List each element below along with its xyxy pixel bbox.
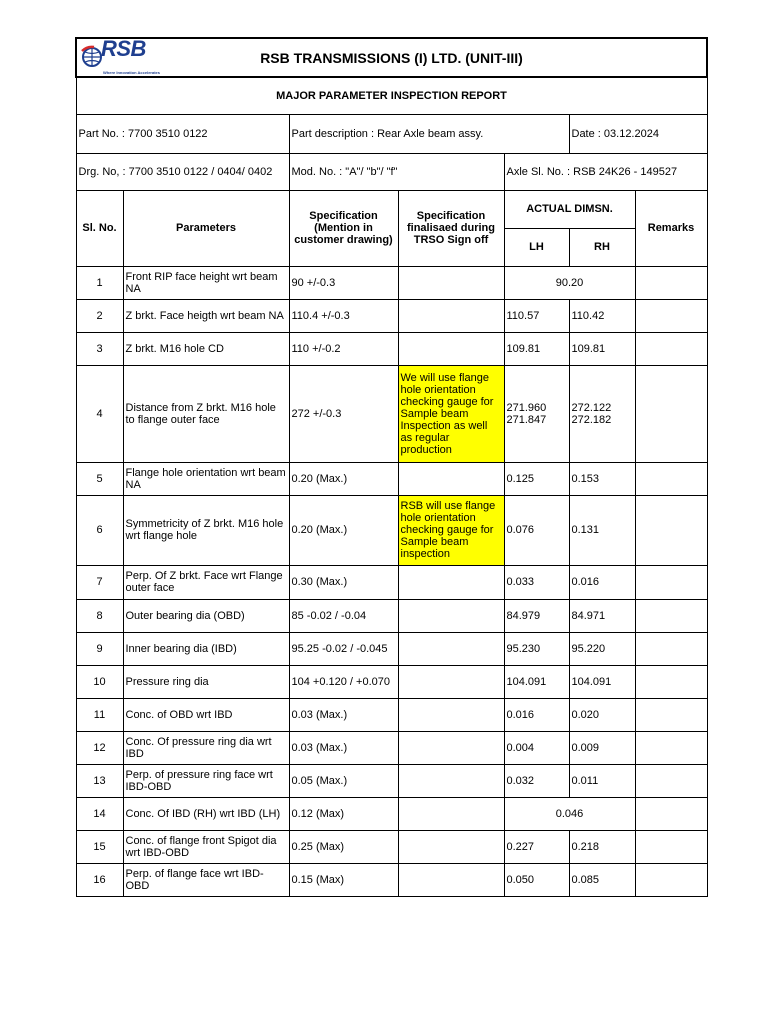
spec-cell: 110 +/-0.2 [289, 332, 398, 365]
actual-merged-cell: 0.046 [504, 797, 635, 830]
spec-trso-cell: RSB will use flange hole orientation checking gauge for Sample beam inspection [398, 495, 504, 565]
sl-no-cell: 5 [76, 462, 123, 495]
axle-serial-no: Axle Sl. No. : RSB 24K26 - 149527 [504, 153, 707, 190]
remarks-cell [635, 495, 707, 565]
sl-no-cell: 16 [76, 863, 123, 896]
spec-trso-cell [398, 462, 504, 495]
sl-no-cell: 1 [76, 266, 123, 299]
table-row [76, 632, 707, 665]
parameter-cell: Conc. Of pressure ring dia wrt IBD [123, 731, 289, 764]
sl-no-cell: 6 [76, 495, 123, 565]
spec-cell: 0.20 (Max.) [289, 495, 398, 565]
parameter-cell: Perp. Of Z brkt. Face wrt Flange outer face [123, 565, 289, 599]
table-row [76, 764, 707, 797]
spec-trso-cell [398, 665, 504, 698]
inspection-report-table [75, 37, 708, 897]
report-title: MAJOR PARAMETER INSPECTION REPORT [76, 77, 707, 114]
actual-lh-cell: 109.81 [504, 332, 569, 365]
remarks-cell [635, 632, 707, 665]
actual-lh-cell: 0.076 [504, 495, 569, 565]
spec-trso-cell [398, 565, 504, 599]
table-row [76, 731, 707, 764]
parameter-cell: Conc. of flange front Spigot dia wrt IBD-OBD [123, 830, 289, 863]
spec-trso-cell [398, 797, 504, 830]
spec-trso-cell: We will use flange hole orientation checking gauge for Sample beam Inspection as well as regular production [398, 365, 504, 462]
actual-rh-cell: 109.81 [569, 332, 635, 365]
mod-no: Mod. No. : "A"/ "b"/ "f" [289, 153, 504, 190]
parameter-cell: Inner bearing dia (IBD) [123, 632, 289, 665]
parameter-cell: Conc. Of IBD (RH) wrt IBD (LH) [123, 797, 289, 830]
spec-trso-cell [398, 599, 504, 632]
table-row [76, 797, 707, 830]
spec-cell: 272 +/-0.3 [289, 365, 398, 462]
remarks-cell [635, 797, 707, 830]
actual-rh-cell: 0.218 [569, 830, 635, 863]
globe-icon [81, 45, 103, 69]
spec-cell: 0.30 (Max.) [289, 565, 398, 599]
spec-trso-cell [398, 299, 504, 332]
actual-lh-cell: 0.016 [504, 698, 569, 731]
parameter-cell: Conc. of OBD wrt IBD [123, 698, 289, 731]
actual-rh-cell: 0.009 [569, 731, 635, 764]
table-row [76, 299, 707, 332]
logo-tagline: Where Innovation Accelerates [103, 70, 160, 75]
remarks-cell [635, 830, 707, 863]
actual-lh-cell: 110.57 [504, 299, 569, 332]
actual-rh-cell: 272.122 272.182 [569, 365, 635, 462]
spec-trso-cell [398, 632, 504, 665]
spec-trso-cell [398, 332, 504, 365]
parameter-cell: Front RIP face height wrt beam NA [123, 266, 289, 299]
actual-lh-cell: 0.004 [504, 731, 569, 764]
spec-cell: 110.4 +/-0.3 [289, 299, 398, 332]
spec-cell: 85 -0.02 / -0.04 [289, 599, 398, 632]
actual-merged-cell: 90.20 [504, 266, 635, 299]
sl-no-cell: 9 [76, 632, 123, 665]
spec-trso-cell [398, 764, 504, 797]
spec-trso-cell [398, 731, 504, 764]
spec-cell: 0.20 (Max.) [289, 462, 398, 495]
actual-rh-cell: 0.011 [569, 764, 635, 797]
remarks-cell [635, 698, 707, 731]
col-header-lh: LH [504, 228, 569, 266]
table-row [76, 863, 707, 896]
sl-no-cell: 13 [76, 764, 123, 797]
spec-cell: 104 +0.120 / +0.070 [289, 665, 398, 698]
table-row [76, 599, 707, 632]
actual-lh-cell: 84.979 [504, 599, 569, 632]
spec-cell: 0.12 (Max) [289, 797, 398, 830]
table-row [76, 565, 707, 599]
spec-cell: 0.03 (Max.) [289, 731, 398, 764]
part-no: Part No. : 7700 3510 0122 [76, 114, 289, 153]
sl-no-cell: 2 [76, 299, 123, 332]
actual-rh-cell: 0.131 [569, 495, 635, 565]
parameter-cell: Distance from Z brkt. M16 hole to flange outer face [123, 365, 289, 462]
spec-cell: 0.05 (Max.) [289, 764, 398, 797]
actual-rh-cell: 95.220 [569, 632, 635, 665]
spec-cell: 0.25 (Max) [289, 830, 398, 863]
remarks-cell [635, 332, 707, 365]
col-header-rh: RH [569, 228, 635, 266]
parameter-cell: Flange hole orientation wrt beam NA [123, 462, 289, 495]
report-date: Date : 03.12.2024 [569, 114, 707, 153]
company-name: RSB TRANSMISSIONS (I) LTD. (UNIT-III) [260, 49, 523, 66]
table-row [76, 266, 707, 299]
table-row [76, 830, 707, 863]
actual-lh-cell: 0.227 [504, 830, 569, 863]
drawing-no: Drg. No, : 7700 3510 0122 / 0404/ 0402 [76, 153, 289, 190]
actual-lh-cell: 0.033 [504, 565, 569, 599]
sl-no-cell: 4 [76, 365, 123, 462]
parameter-cell: Symmetricity of Z brkt. M16 hole wrt flange hole [123, 495, 289, 565]
sl-no-cell: 14 [76, 797, 123, 830]
remarks-cell [635, 266, 707, 299]
remarks-cell [635, 764, 707, 797]
actual-lh-cell: 0.032 [504, 764, 569, 797]
spec-trso-cell [398, 266, 504, 299]
spec-cell: 95.25 -0.02 / -0.045 [289, 632, 398, 665]
actual-rh-cell: 0.016 [569, 565, 635, 599]
table-row [76, 365, 707, 462]
remarks-cell [635, 462, 707, 495]
actual-rh-cell: 0.085 [569, 863, 635, 896]
table-row [76, 495, 707, 565]
col-header-actual: ACTUAL DIMSN. [504, 190, 635, 228]
sl-no-cell: 10 [76, 665, 123, 698]
spec-cell: 90 +/-0.3 [289, 266, 398, 299]
spec-trso-cell [398, 863, 504, 896]
col-header-spec-trso: Specification finalisaed during TRSO Sign off [398, 190, 504, 266]
part-description: Part description : Rear Axle beam assy. [289, 114, 569, 153]
spec-cell: 0.15 (Max) [289, 863, 398, 896]
company-header [76, 38, 707, 77]
actual-lh-cell: 0.050 [504, 863, 569, 896]
actual-rh-cell: 84.971 [569, 599, 635, 632]
remarks-cell [635, 565, 707, 599]
col-header-remarks: Remarks [635, 190, 707, 266]
spec-trso-cell [398, 698, 504, 731]
spec-trso-cell [398, 830, 504, 863]
parameter-cell: Z brkt. M16 hole CD [123, 332, 289, 365]
parameter-cell: Z brkt. Face heigth wrt beam NA [123, 299, 289, 332]
sl-no-cell: 3 [76, 332, 123, 365]
actual-lh-cell: 0.125 [504, 462, 569, 495]
rsb-logo [81, 38, 160, 75]
spec-cell: 0.03 (Max.) [289, 698, 398, 731]
sl-no-cell: 8 [76, 599, 123, 632]
sl-no-cell: 7 [76, 565, 123, 599]
parameter-cell: Outer bearing dia (OBD) [123, 599, 289, 632]
remarks-cell [635, 599, 707, 632]
table-row [76, 665, 707, 698]
table-row [76, 698, 707, 731]
sl-no-cell: 12 [76, 731, 123, 764]
remarks-cell [635, 863, 707, 896]
remarks-cell [635, 665, 707, 698]
actual-rh-cell: 110.42 [569, 299, 635, 332]
table-row [76, 462, 707, 495]
table-row [76, 332, 707, 365]
sl-no-cell: 11 [76, 698, 123, 731]
logo-text: RSB [101, 38, 146, 61]
actual-lh-cell: 95.230 [504, 632, 569, 665]
actual-lh-cell: 271.960 271.847 [504, 365, 569, 462]
parameter-cell: Pressure ring dia [123, 665, 289, 698]
col-header-parameters: Parameters [123, 190, 289, 266]
col-header-spec: Specification (Mention in customer drawing) [289, 190, 398, 266]
parameter-cell: Perp. of pressure ring face wrt IBD-OBD [123, 764, 289, 797]
actual-rh-cell: 104.091 [569, 665, 635, 698]
remarks-cell [635, 731, 707, 764]
remarks-cell [635, 365, 707, 462]
parameter-cell: Perp. of flange face wrt IBD-OBD [123, 863, 289, 896]
col-header-sl: Sl. No. [76, 190, 123, 266]
actual-rh-cell: 0.153 [569, 462, 635, 495]
remarks-cell [635, 299, 707, 332]
actual-lh-cell: 104.091 [504, 665, 569, 698]
actual-rh-cell: 0.020 [569, 698, 635, 731]
sl-no-cell: 15 [76, 830, 123, 863]
